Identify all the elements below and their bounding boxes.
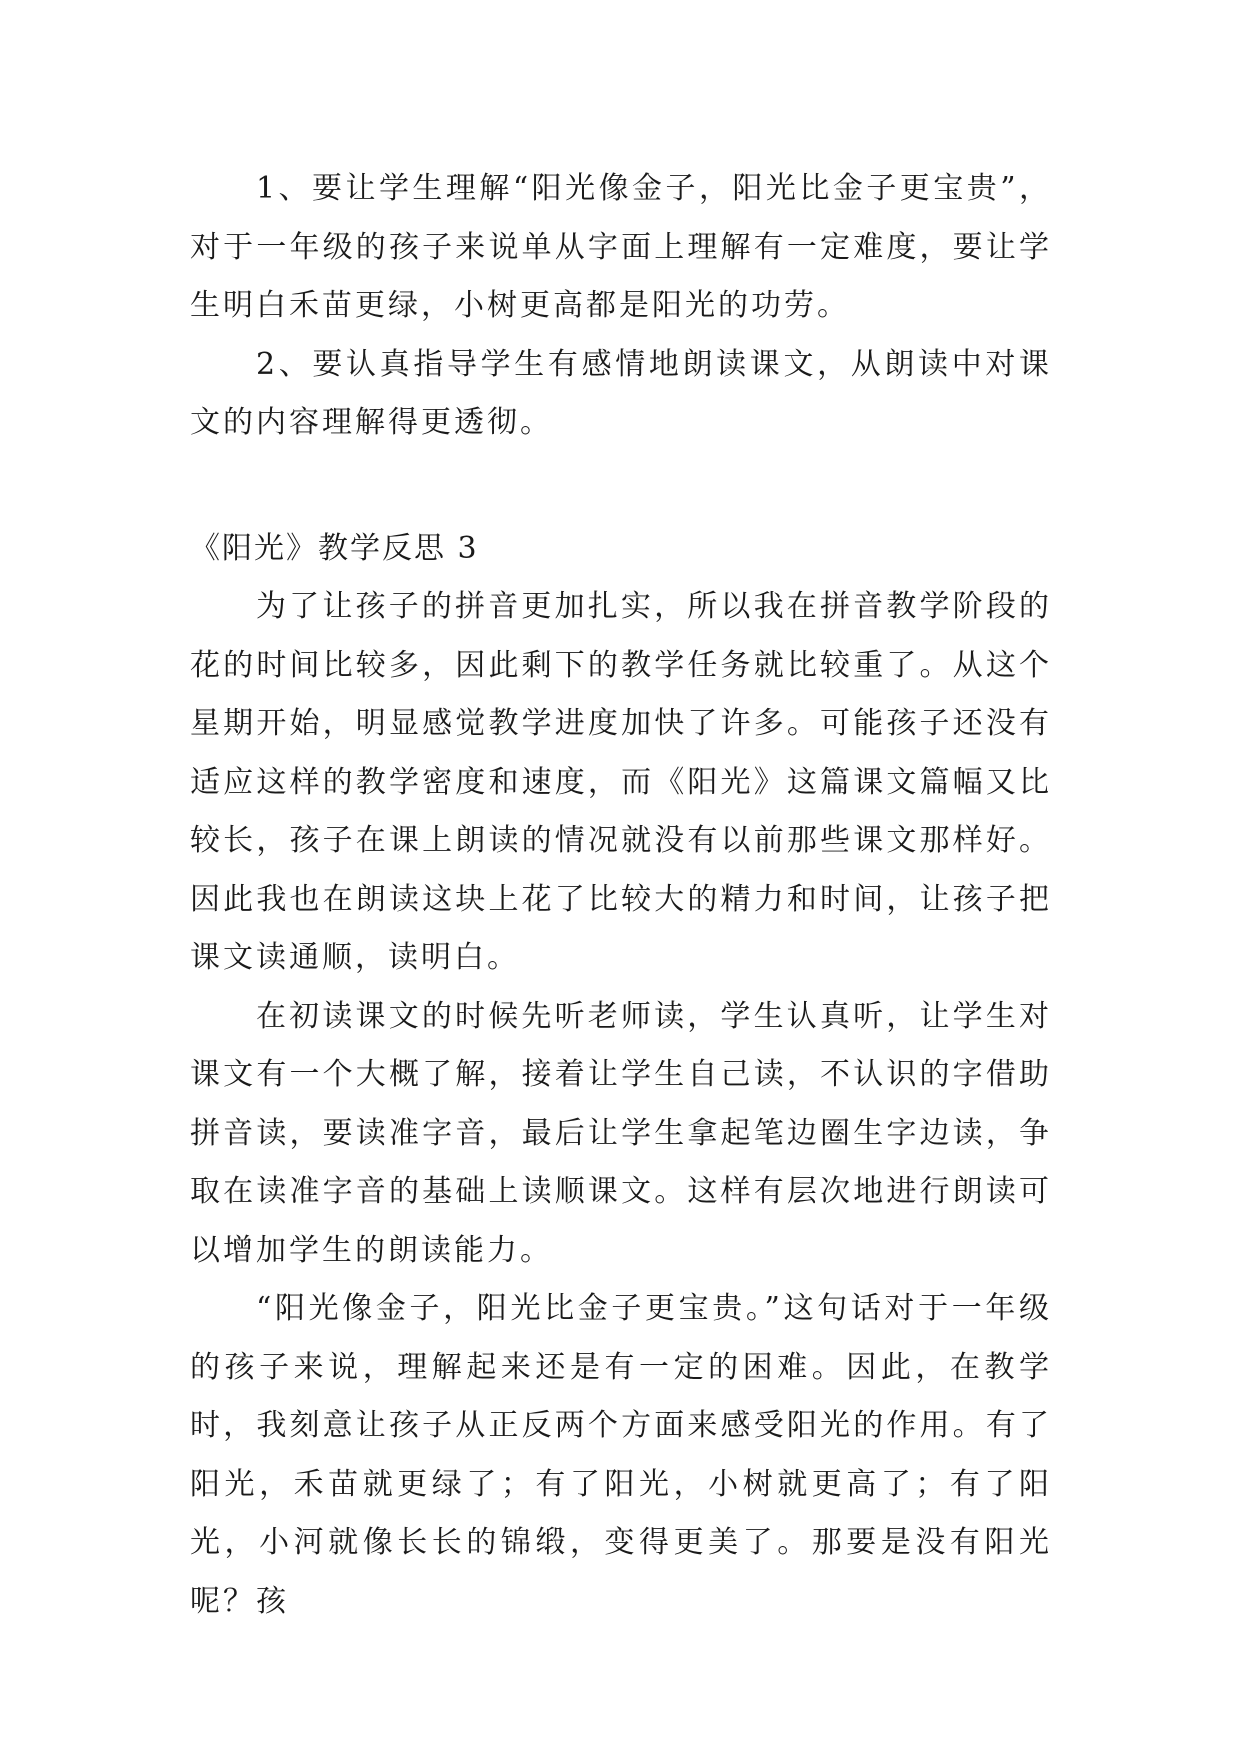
paragraph-1: 1、要让学生理解“阳光像金子，阳光比金子更宝贵”，对于一年级的孩子来说单从字面上理解有一定难度，要让学生明白禾苗更绿，小树更高都是阳光的功劳。	[190, 171, 1052, 323]
document-page	[190, 160, 1052, 1631]
section-title: 《阳光》教学反思 3	[190, 530, 479, 566]
paragraph-3: 为了让孩子的拼音更加扎实，所以我在拼音教学阶段的花的时间比较多，因此剩下的教学任务就比较重了。从这个星期开始，明显感觉教学进度加快了许多。可能孩子还没有适应这样的教学密度和速度，而《阳光》这篇课文篇幅又比较长，孩子在课上朗读的情况就没有以前那些课文那样好。因此我也在朗读这块上花了比较大的精力和时间，让孩子把课文读通顺，读明白。	[190, 589, 1052, 975]
paragraph-4: 在初读课文的时候先听老师读，学生认真听，让学生对课文有一个大概了解，接着让学生自己读，不认识的字借助拼音读，要读准字音，最后让学生拿起笔边圈生字边读，争取在读准字音的基础上读顺课文。这样有层次地进行朗读可以增加学生的朗读能力。	[190, 998, 1052, 1268]
paragraph-5: “阳光像金子，阳光比金子更宝贵。”这句话对于一年级的孩子来说，理解起来还是有一定的困难。因此，在教学时，我刻意让孩子从正反两个方面来感受阳光的作用。有了阳光，禾苗就更绿了；有了阳光，小树就更高了；有了阳光，小河就像长长的锦缎，变得更美了。那要是没有阳光呢？孩	[190, 1291, 1052, 1619]
paragraph-2: 2、要认真指导学生有感情地朗读课文，从朗读中对课文的内容理解得更透彻。	[190, 346, 1052, 440]
